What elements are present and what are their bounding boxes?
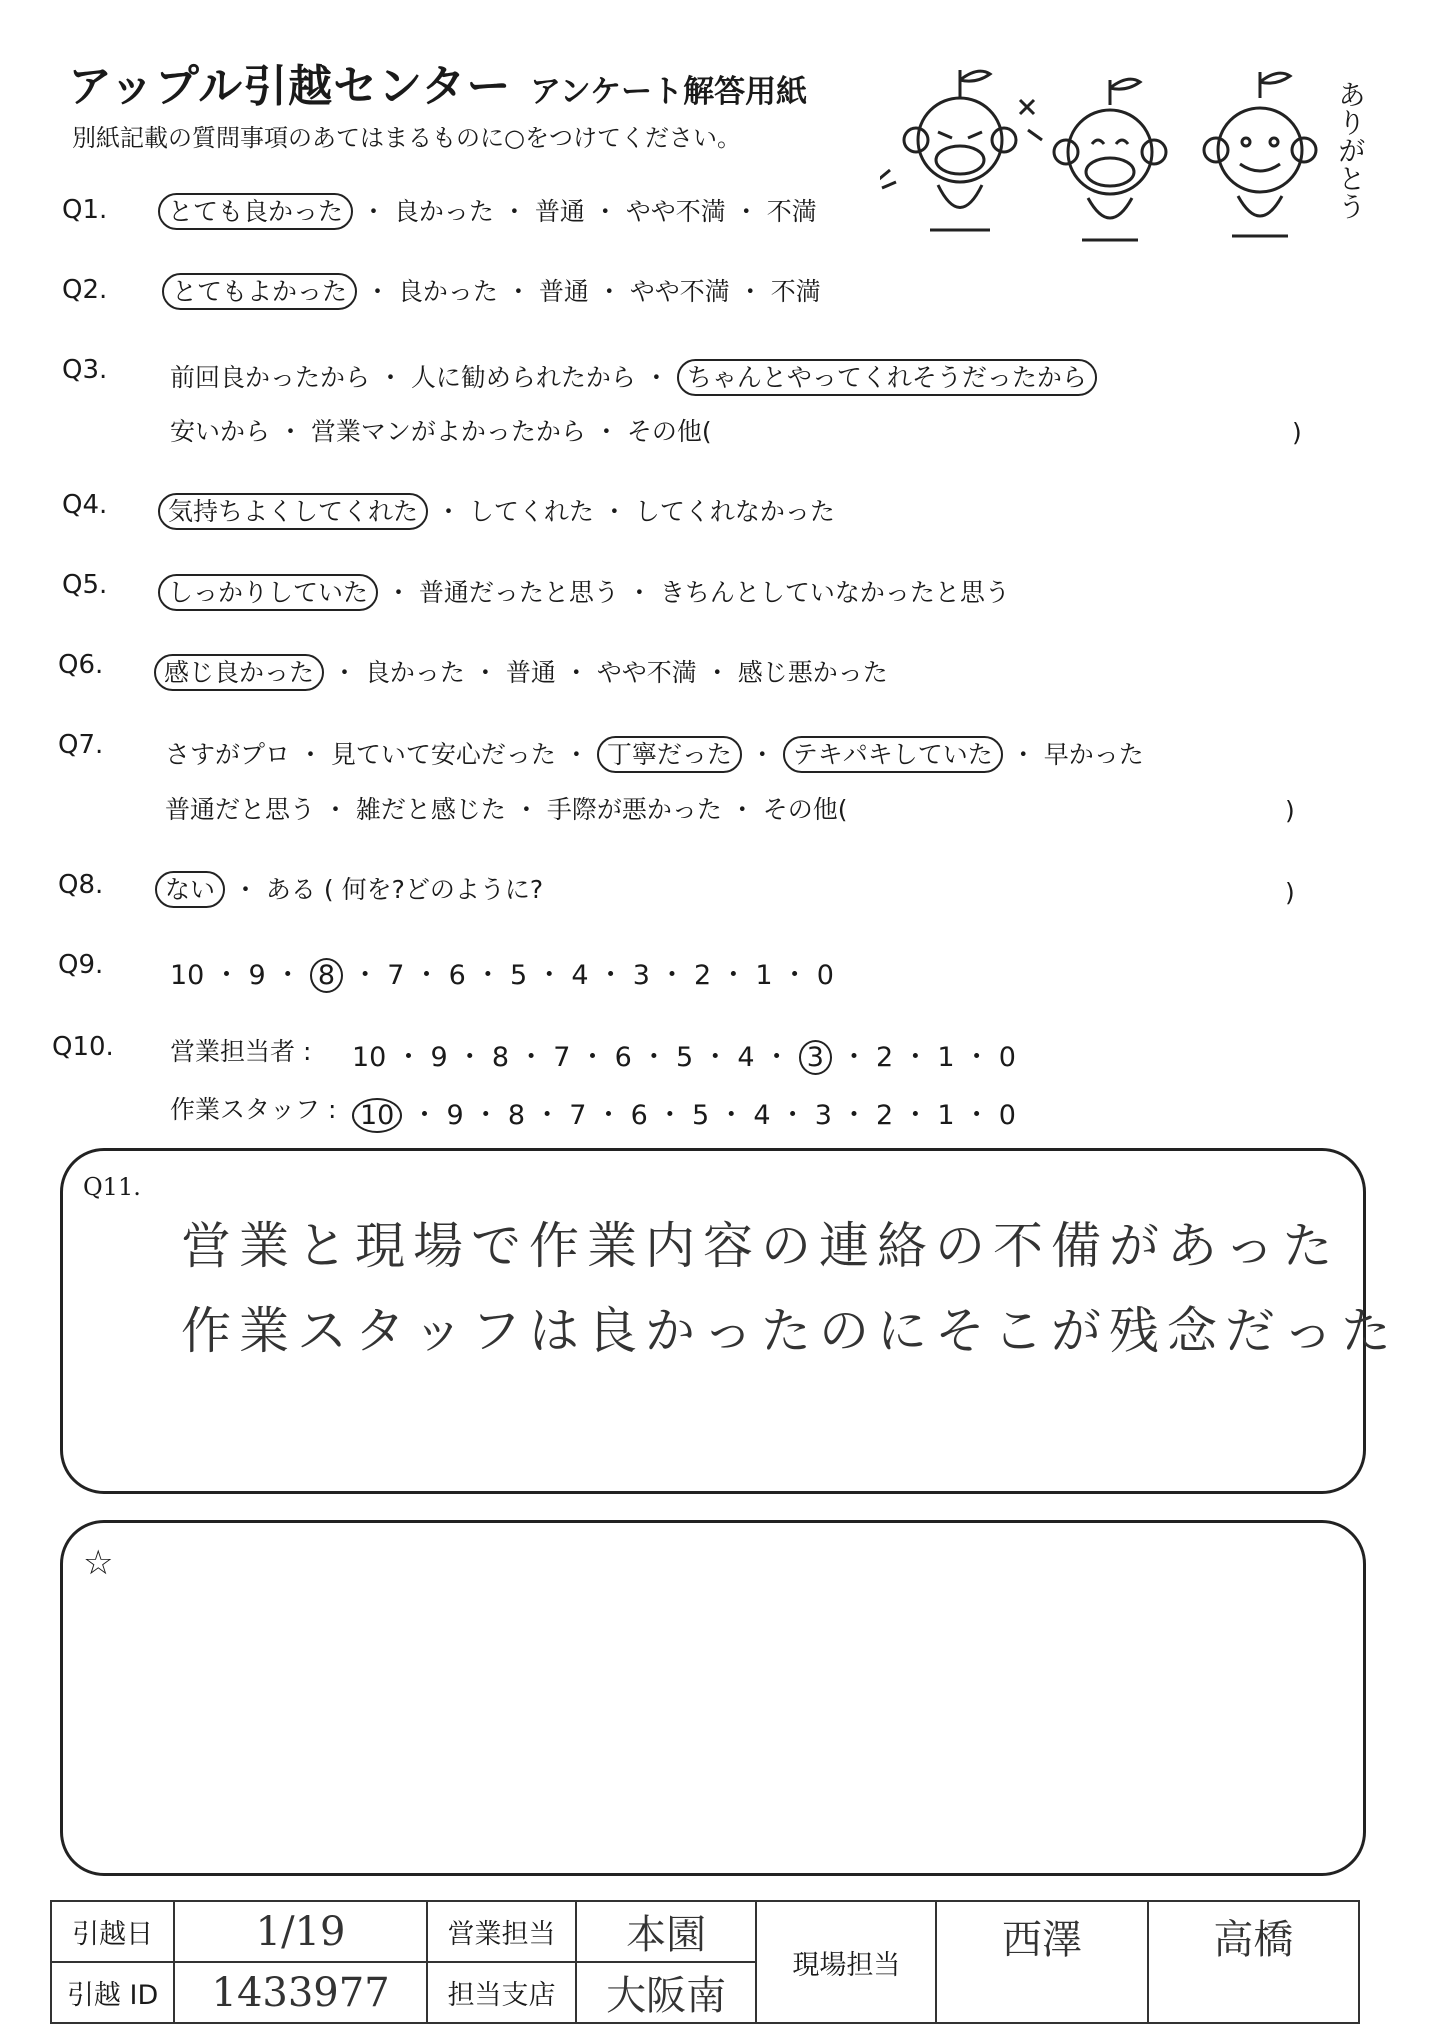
q4-option-selected[interactable]: 気持ちよくしてくれた [158,493,428,530]
q5-label: Q5. [62,570,108,600]
q10-sales-score[interactable]: 5 [675,1042,694,1073]
q3-option[interactable]: 営業マンがよかったから [310,417,586,446]
q11-label: Q11. [83,1173,141,1201]
q10-sales-score[interactable]: 8 [491,1042,510,1073]
q6-option[interactable]: 良かった [364,658,465,687]
q10-sales-score[interactable]: 10 [352,1042,387,1073]
sales-rep-value: 本園 [576,1901,756,1962]
q9-score[interactable]: 3 [632,960,650,991]
q10-staff-score[interactable]: 5 [691,1100,710,1131]
q7-option-other[interactable]: その他( [762,795,848,824]
q10-sales-score[interactable]: 7 [553,1042,571,1073]
q9-scale: 10 ・ 9 ・ 8 ・ 7 ・ 6 ・ 5 ・ 4 ・ 3 ・ 2 ・ 1 ・ 0 [170,960,834,991]
q4-label: Q4. [62,490,108,520]
q9-score[interactable]: 2 [694,960,712,991]
q7-option[interactable]: さすがプロ [165,740,291,769]
q5-option[interactable]: 普通だったと思う [418,578,619,607]
q9-label: Q9. [58,950,104,980]
q6-option[interactable]: 普通 [505,658,556,687]
branch-label: 担当支店 [427,1962,576,2023]
site-staff-name-1: 西澤 [936,1901,1147,2023]
q1-option[interactable]: やや不満 [625,197,726,226]
q1-option[interactable]: 普通 [534,197,585,226]
arigatou-text: ありがとう [1334,80,1367,220]
q10-staff-score[interactable]: 6 [630,1100,648,1131]
q10-sales-score[interactable]: 6 [614,1042,632,1073]
sales-rep-label: 営業担当 [427,1901,576,1962]
q3-options-row2: 安いから ・ 営業マンがよかったから ・ その他( [170,417,712,446]
q10-staff-score[interactable]: 7 [569,1100,587,1131]
q7-option-selected[interactable]: 丁寧だった [597,736,742,773]
q9-score[interactable]: 7 [387,960,405,991]
moving-date-label: 引越日 [51,1901,174,1962]
q6-option[interactable]: やや不満 [596,658,697,687]
q6-option-selected[interactable]: 感じ良かった [154,654,324,691]
q7-close-paren: ) [1285,796,1295,825]
q2-option[interactable]: やや不満 [629,277,730,306]
q7-option[interactable]: 手際が悪かった [546,795,722,824]
q10-staff-scale: 10 ・ 9 ・ 8 ・ 7 ・ 6 ・ 5 ・ 4 ・ 3 ・ 2 ・ 1 ・ 0 [352,1093,1016,1132]
monkey-3-icon [1204,72,1316,236]
q7-options-row1: さすがプロ ・ 見ていて安心だった ・ 丁寧だった ・ テキパキしていた ・ 早かった [165,735,1144,771]
star-icon: ☆ [83,1543,114,1583]
q10-sales-score[interactable]: 0 [998,1042,1016,1073]
q9-score-selected[interactable]: 8 [310,958,343,993]
site-staff-name-2: 高橋 [1148,1901,1359,2023]
q3-label: Q3. [62,355,108,385]
q7-label: Q7. [58,730,104,760]
footer-info-table [50,1900,1360,2024]
q9-score[interactable]: 9 [248,960,266,991]
q9-score[interactable]: 6 [448,960,466,991]
q11-handwritten-line-1: 営業と現場で作業内容の連絡の不備があった [181,1217,1341,1275]
q7-option-selected[interactable]: テキパキしていた [783,736,1003,773]
q11-handwritten-line-2: 作業スタッフは良かったのにそこが残念だった [181,1302,1399,1360]
q10-sales-score[interactable]: 4 [737,1042,755,1073]
q5-options: しっかりしていた ・ 普通だったと思う ・ きちんとしていなかったと思う [158,573,1010,609]
q2-option[interactable]: 不満 [770,277,821,306]
q1-option[interactable]: 不満 [766,197,817,226]
q10-sales-score[interactable]: 1 [937,1042,955,1073]
q9-score[interactable]: 0 [816,960,834,991]
q3-close-paren: ) [1292,418,1302,447]
q10-staff-score[interactable]: 2 [876,1100,894,1131]
q3-option-selected[interactable]: ちゃんとやってくれそうだったから [677,359,1097,396]
site-staff-label: 現場担当 [756,1901,936,2023]
moving-id-value: 1433977 [174,1962,427,2023]
q1-label: Q1. [62,195,108,225]
q7-option[interactable]: 雑だと感じた [355,795,506,824]
moving-id-label: 引越 ID [51,1962,174,2023]
q2-options: とてもよかった ・ 良かった ・ 普通 ・ やや不満 ・ 不満 [162,272,821,308]
q6-options: 感じ良かった ・ 良かった ・ 普通 ・ やや不満 ・ 感じ悪かった [154,653,888,689]
q1-option[interactable]: 良かった [393,197,494,226]
form-subtitle: アンケート解答用紙 [530,74,808,110]
q7-option[interactable]: 普通だと思う [165,795,316,824]
q3-option[interactable]: 前回良かったから [170,363,371,392]
q5-option[interactable]: きちんとしていなかったと思う [659,578,1010,607]
q8-close-paren: ) [1285,878,1295,907]
q2-option-selected[interactable]: とてもよかった [162,273,357,310]
q7-option[interactable]: 見ていて安心だった [330,740,556,769]
q10-label: Q10. [52,1032,114,1062]
q10-staff-score[interactable]: 9 [446,1100,464,1131]
monkey-2-icon [1020,79,1166,240]
q10-staff-score[interactable]: 8 [507,1100,526,1131]
q2-option[interactable]: 良かった [397,277,498,306]
q5-option-selected[interactable]: しっかりしていた [158,574,378,611]
monkey-mascots-illustration [880,60,1350,250]
q7-options-row2: 普通だと思う ・ 雑だと感じた ・ 手際が悪かった ・ その他( [165,795,848,824]
branch-value: 大阪南 [576,1962,756,2023]
q10-staff-score[interactable]: 0 [998,1100,1016,1131]
q3-options-row1: 前回良かったから ・ 人に勧められたから ・ ちゃんとやってくれそうだったから [170,358,1097,394]
q8-option[interactable]: ある ( 何を?どのように? [265,875,544,904]
q3-option[interactable]: 人に勧められたから [410,363,636,392]
q9-score[interactable]: 4 [571,960,589,991]
q10-staff-label: 作業スタッフ : [170,1095,337,1124]
q10-staff-score-selected[interactable]: 10 [352,1098,402,1133]
q3-option-other[interactable]: その他( [626,417,712,446]
q2-option[interactable]: 普通 [538,277,589,306]
q10-sales-score[interactable]: 2 [876,1042,894,1073]
q11-comment-box[interactable] [60,1148,1399,1494]
q1-options: とても良かった ・ 良かった ・ 普通 ・ やや不満 ・ 不満 [158,192,817,228]
q4-option[interactable]: してくれた [468,497,594,526]
q10-staff-score[interactable]: 1 [937,1100,955,1131]
q7-option[interactable]: 早かった [1043,740,1144,769]
monkey-1-icon [880,70,1016,230]
q6-label: Q6. [58,650,104,680]
q4-options: 気持ちよくしてくれた ・ してくれた ・ してくれなかった [158,492,835,528]
q10-staff-score[interactable]: 3 [814,1100,832,1131]
q9-score[interactable]: 1 [755,960,773,991]
q9-score[interactable]: 10 [170,960,205,991]
instruction-text: 別紙記載の質問事項のあてはまるものに○をつけてください。 [72,124,741,152]
q10-staff-score[interactable]: 4 [753,1100,771,1131]
q8-option-selected[interactable]: ない [155,871,225,908]
q10-sales-label: 営業担当者 : [170,1037,312,1066]
q10-sales-score-selected[interactable]: 3 [799,1040,832,1075]
q4-option[interactable]: してくれなかった [634,497,835,526]
q1-option-selected[interactable]: とても良かった [158,193,353,230]
q3-option[interactable]: 安いから [170,417,271,446]
moving-date-value: 1/19 [174,1901,427,1962]
company-name: アップル引越センター [68,61,512,112]
q2-label: Q2. [62,275,108,305]
q6-option[interactable]: 感じ悪かった [737,658,888,687]
q8-label: Q8. [58,870,104,900]
q10-sales-scale: 10 ・ 9 ・ 8 ・ 7 ・ 6 ・ 5 ・ 4 ・ 3 ・ 2 ・ 1 ・ 0 [352,1042,1016,1073]
q9-score[interactable]: 5 [509,960,528,991]
star-comment-box[interactable] [60,1520,1366,1876]
q8-options: ない ・ ある ( 何を?どのように? [155,870,543,906]
q10-sales-score[interactable]: 9 [430,1042,448,1073]
